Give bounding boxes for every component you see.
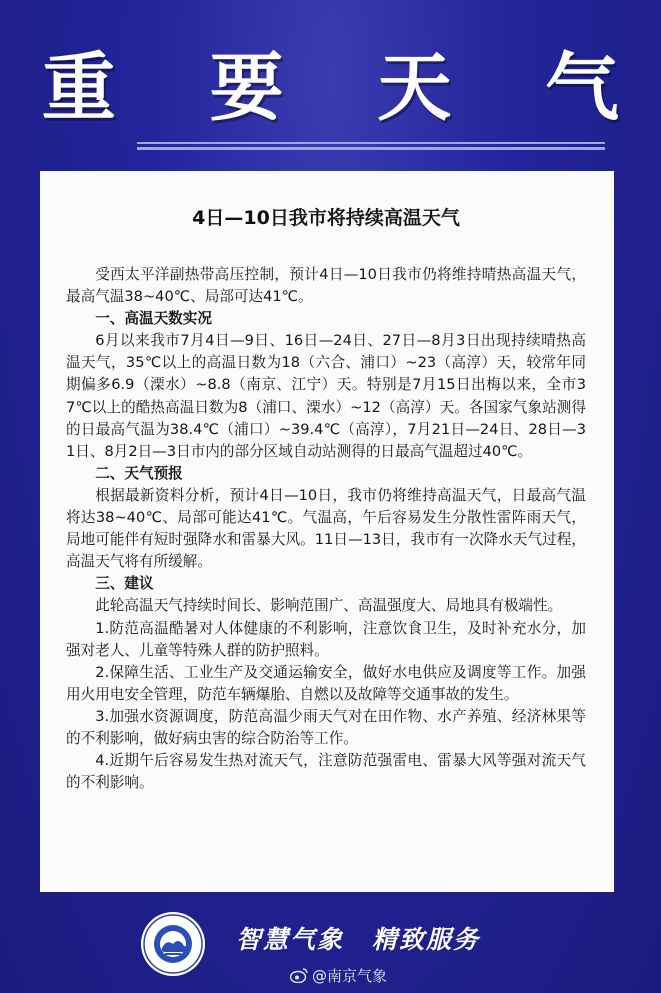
- weibo-watermark: [290, 965, 387, 986]
- weibo-handle[interactable]: @南京气象: [312, 967, 388, 985]
- observations-paragraph: 6月以来我市7月4日—9日、16日—24日、27日—8月3日出现持续晴热高温天气，35℃以上的高温日数为18（六合、浦口）~23（高淳）天，较常年同期偏多6.9（溧水）~8.8（南京、江宁）天。特别是7月15日出梅以来，全市37℃以上的酷热高温日数为8（浦口、溧水）~12（高淳）天。各国家气象站测得的日最高气温为38.4℃（浦口）~39.4℃（高淳），7月21日—24日、28日—31日、8月2日—3日市内的部分区域自动站测得的日最高气温超过40℃。: [66, 332, 586, 460]
- section-heading-forecast: 二、天气预报: [95, 464, 183, 482]
- footer-slogan: [236, 920, 480, 956]
- advice-item-2: 2.保障生活、工业生产及交通运输安全，做好水电供应及调度等工作。加强用火用电安全管理，防范车辆爆胎、自燃以及故障等交通事故的发生。: [66, 663, 586, 703]
- weibo-icon: [290, 968, 308, 983]
- intro-paragraph: 受西太平洋副热带高压控制，预计4日—10日我市仍将维持晴热高温天气，最高气温38~40℃、局部可达41℃。: [66, 266, 586, 306]
- forecast-paragraph: 根据最新资料分析，预计4日—10日，我市仍将维持高温天气，日最高气温将达38~40℃、局部可能达41℃。气温高，午后容易发生分散性雷阵雨天气，局地可能伴有短时强降水和雷暴大风。11日—13日，我市有一次降水天气过程，高温天气将有所缓解。: [66, 486, 586, 571]
- slogan-left: 智慧气象: [236, 925, 345, 954]
- advice-item-4: 4.近期午后容易发生热对流天气，注意防范强雷电、雷暴大风等强对流天气的不利影响。: [66, 752, 586, 792]
- notice-card: [40, 171, 614, 892]
- headline-divider-top: [137, 142, 605, 144]
- page-headline: 重 要 天 气: [41, 45, 654, 131]
- slogan-right: 精致服务: [372, 925, 481, 954]
- weather-bureau-emblem-icon: [141, 912, 205, 976]
- section-heading-observations: 一、高温天数实况: [95, 310, 212, 328]
- headline-divider-bottom: [137, 147, 605, 150]
- advice-item-1: 1.防范高温酷暑对人体健康的不利影响，注意饮食卫生，及时补充水分，加强对老人、儿童等特殊人群的防护照料。: [66, 619, 586, 659]
- advice-item-3: 3.加强水资源调度，防范高温少雨天气对在田作物、水产养殖、经济林果等的不利影响，做好病虫害的综合防治等工作。: [66, 707, 586, 747]
- section-heading-advice: 三、建议: [95, 575, 154, 593]
- notice-title: 4日—10日我市将持续高温天气: [192, 207, 460, 229]
- advice-summary: 此轮高温天气持续时间长、影响范围广、高温强度大、局地具有极端性。: [95, 597, 563, 615]
